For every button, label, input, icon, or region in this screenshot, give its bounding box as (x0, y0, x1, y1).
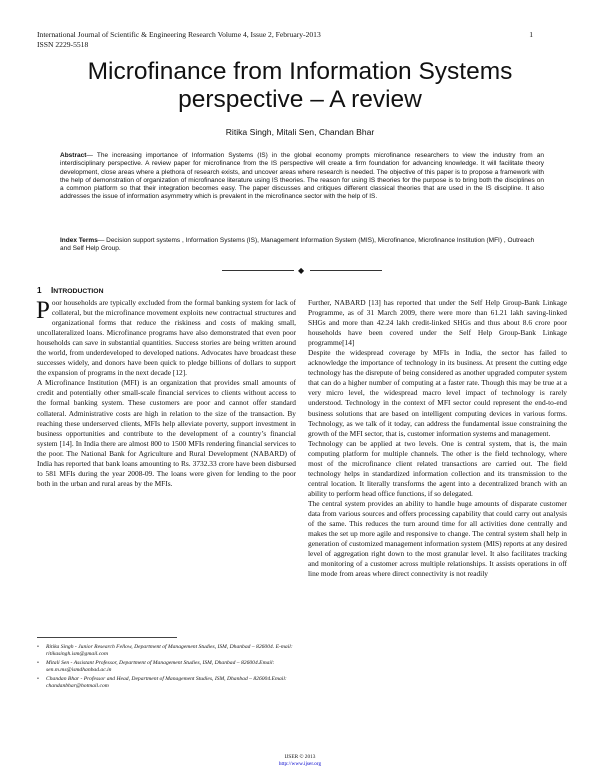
right-column (308, 298, 567, 579)
paragraph: Despite the widespread coverage by MFIs in India, the sector has failed to acknowledge the importance of technology in its business. At present the cutting edge technology has the disrepute of being considered as another upgraded computer system that can do a higher number of computing at a faster rate. Though this may be true at a very micro level, the widespread macro level impact of technology is rarely understood. Technology in the context of MFI sector could represent the end-to-end business solutions that are based on intelligent computing devices in various forms. Technology, as we talk of it today, can address the fundamental issue constraining the growth of the MFI sector, that is, customer information systems and management. (308, 348, 567, 438)
paragraph: Technology can be applied at two levels. One is central system, that is, the main computing platform for multiple channels. The other is the field technology, where most of the microfinance client related transactions are carried out. The field technology helps in standardized information collection and its transmission to the central location. It literally transforms the agent into a decentralized branch with an ability to perform head office functions, if so delegated. (308, 438, 567, 498)
abstract (60, 152, 544, 202)
footnote-text: Mitali Sen - Assistant Professor, Department of Management Studies, ISM, Dhanbad – 826004.Email: sen.m.ms@ismdhanbad.ac.in (46, 659, 275, 674)
left-column (37, 298, 296, 489)
page-number: 1 (529, 30, 533, 39)
bullet-icon: • (37, 659, 39, 666)
abstract-label: Abstract (60, 152, 87, 159)
section-heading (37, 286, 104, 295)
footnote-item (37, 660, 299, 675)
running-header (37, 30, 321, 50)
journal-info: International Journal of Scientific & Engineering Research Volume 4, Issue 2, February-2013 (37, 30, 321, 39)
footnote-item (37, 676, 299, 691)
paragraph (37, 298, 296, 378)
separator-line-right (310, 270, 382, 271)
abstract-text: — The increasing importance of Information Systems (IS) in the global economy prompts microfinance researchers to view the industry from an interdisciplinary perspective. A review paper for microfinance from the IS perspective will create a firm foundation for advancing knowledge. It will facilitate theory development, close areas where a plethora of research exists, and uncover areas where research is needed. The objective of this paper is to propose a framework with the help of demonstration of organization of microfinance literature using IS theories. The reason for using IS theories for the purpose is to bring both the disciplines on a common platform so that their integration becomes easy. The paper discusses and critiques different classical theories that are used in the IS discipline. It also addresses the issue of information asymmetry which is prevalent in the microfinance sector with the help of IS. (60, 152, 544, 201)
paragraph: Further, NABARD [13] has reported that under the Self Help Group-Bank Linkage Programme, as of 31 March 2009, there were more than 61.21 lakh saving-linked SHGs and more than 42.24 lakh credit-linked SHGs and thus about 8.6 crore poor households have been covered under the Self Help Group-Bank Linkage programme[14] (308, 298, 567, 348)
index-terms-label: Index Terms (60, 237, 98, 244)
bullet-icon: • (37, 644, 39, 650)
section-number: 1 (37, 286, 42, 295)
bullet-icon: • (37, 675, 39, 682)
section-title-rest: NTRODUCTION (53, 288, 104, 295)
section-separator (222, 266, 382, 278)
footnote-item (37, 644, 299, 659)
separator-line-left (222, 270, 294, 271)
index-terms (60, 237, 544, 254)
diamond-icon: ◆ (298, 266, 305, 275)
title-line-2: perspective – A review (178, 86, 422, 113)
paper-title (40, 58, 560, 114)
title-line-1: Microfinance from Information Systems (87, 58, 513, 85)
index-terms-text: — Decision support systems , Information Systems (IS), Management Information System (MIS), Microfinance, Microfinance Institution (MFI) , Outreach and Self Help Group. (60, 237, 535, 253)
footnote-rule (37, 637, 177, 638)
page-footer (200, 754, 400, 768)
paragraph-text: oor households are typically excluded from the formal banking system for lack of collateral, but the microfinance movement exploits new contractual structures and organizational forms that reduce the riskiness and costs of making small, uncollateralized loans. Microfinance programs have also demonstrated that even poor households can save in substantial quantities. Success stories are being written around the world, from underdeveloped to developed nations. Advocates have broadcast these successes widely, and donors have been quick to pledge billions of dollars to support the expansion of programs in the next decade [12]. (37, 298, 296, 378)
drop-cap: P (36, 297, 50, 324)
paragraph: The central system provides an ability to handle huge amounts of disparate customer data from various sources and offers processing capability that could carry out analysis of the same. This reduces the turn around time for all activities done centrally and makes the set up more agile and responsive to change. The central system shall help in generation of customized management information system (MIS) reports at any desired level of aggregation right down to the most granular level. It also facilitates tracking and monitoring of a customer across multiple relationships. It assists operations in off line mode from areas where direct connectivity is not readily (308, 498, 567, 579)
footnote-text: Chandan Bhar - Professor and Head, Department of Management Studies, ISM, Dhanbad – 826004.Email: chandanbhar@hotmail.com (46, 675, 287, 690)
author-list: Ritika Singh, Mitali Sen, Chandan Bhar (225, 127, 375, 137)
issn: ISSN 2229-5518 (37, 40, 89, 49)
journal-url-link[interactable]: http://www.ijser.org (278, 761, 322, 767)
footnotes (37, 644, 299, 691)
paragraph: A Microfinance Institution (MFI) is an organization that provides small amounts of credit and potentially other small-scale financial services to clients without access to the formal banking system. These customers are poor and cannot offer standard collateral. Administrative costs are high in relation to the size of the transaction. By reaching these underserved clients, MFIs help alleviate poverty, support investment in business opportunities and contribute to the development of a country’s financial system [14]. In India there are almost 800 to 1500 MFIs rendering financial services to the poor. The National Bank for Agriculture and Rural Development (NABARD) of India has reported that bank loans amounting to Rs. 3732.33 crore have been disbursed to 581 MFIs during the year 2008-09. The loans were given for lending to the poor both in the urban and rural areas by the MFIs. (37, 378, 296, 488)
footnote-text: Ritika Singh - Junior Research Fellow, Department of Management Studies, ISM, Dhanbad – 826004. E-mail: ritikasingh.ism@gmail.com (46, 644, 293, 658)
copyright: IJSER © 2013 (284, 754, 316, 760)
section-first-letter: I (51, 286, 54, 295)
